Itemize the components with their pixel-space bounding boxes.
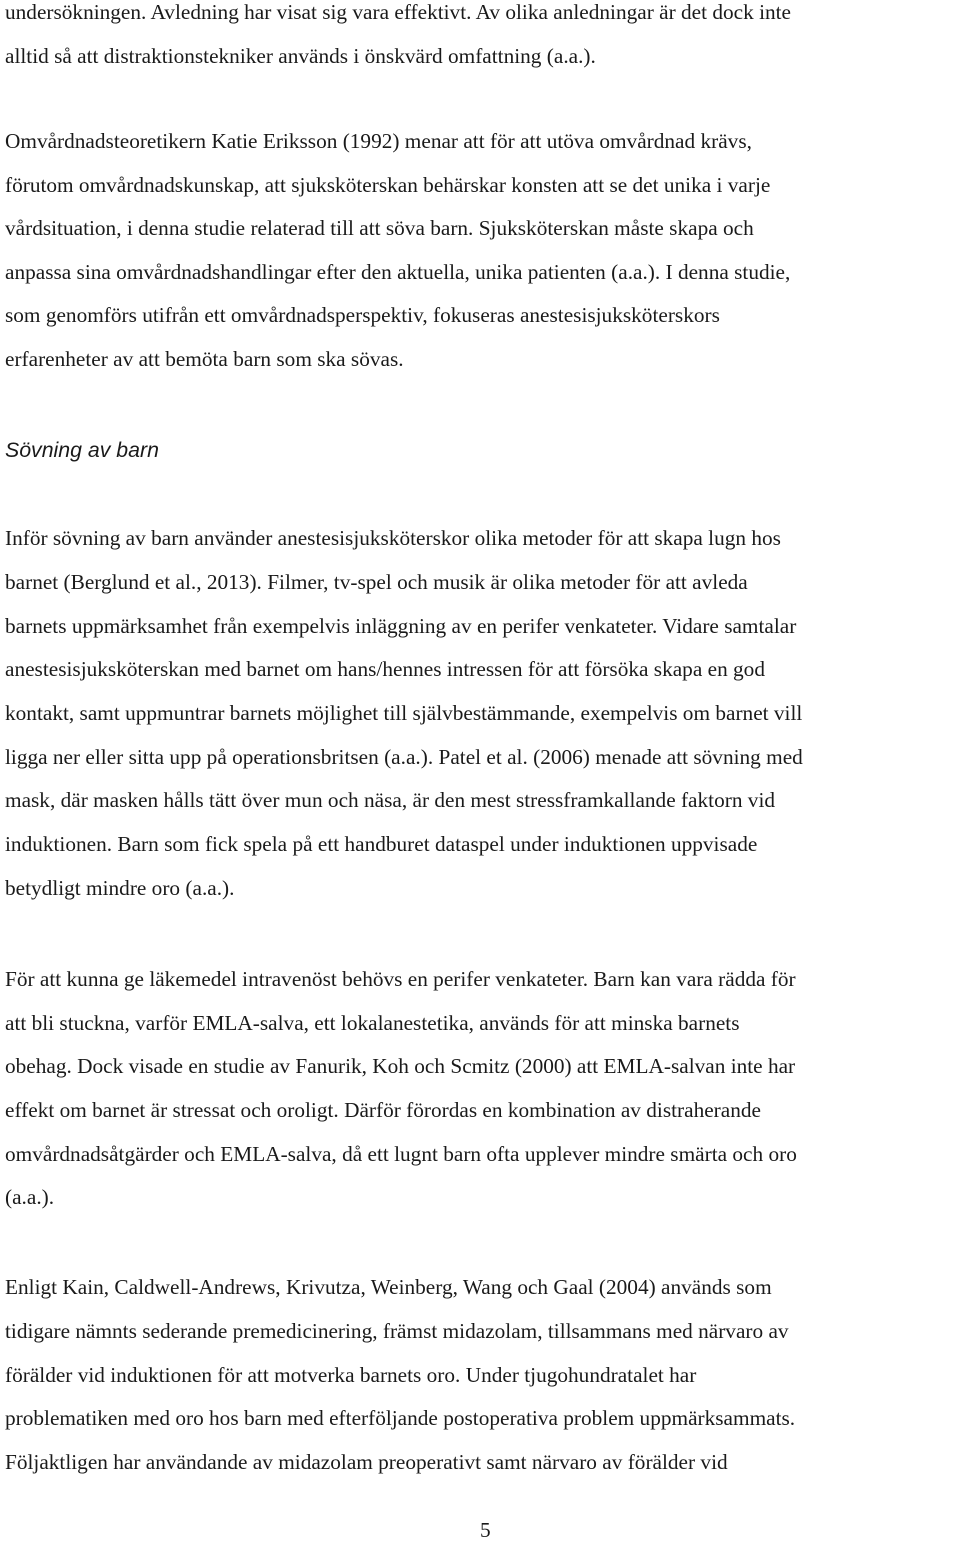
text-line: förälder vid induktionen för att motverka barnets oro. Under tjugohundratalet har	[5, 1363, 697, 1387]
text-line: betydligt mindre oro (a.a.).	[5, 876, 235, 900]
text-line: För att kunna ge läkemedel intravenöst behövs en perifer venkateter. Barn kan vara rädda för	[5, 967, 796, 991]
text-line: kontakt, samt uppmuntrar barnets möjlighet till självbestämmande, exempelvis om barnet vill	[5, 701, 803, 725]
text-line: alltid så att distraktionstekniker används i önskvärd omfattning (a.a.).	[5, 44, 596, 68]
text-line: anpassa sina omvårdnadshandlingar efter den aktuella, unika patienten (a.a.). I denna studie,	[5, 260, 791, 284]
text-line: ligga ner eller sitta upp på operationsbritsen (a.a.). Patel et al. (2006) menade att sövning med	[5, 745, 803, 769]
text-line: obehag. Dock visade en studie av Fanurik, Koh och Scmitz (2000) att EMLA-salvan inte har	[5, 1054, 796, 1078]
text-line: barnet (Berglund et al., 2013). Filmer, tv-spel och musik är olika metoder för att avleda	[5, 570, 748, 594]
text-line: anestesisjuksköterskan med barnet om hans/hennes intressen för att försöka skapa en god	[5, 657, 765, 681]
text-line: (a.a.).	[5, 1185, 55, 1209]
text-line: omvårdnadsåtgärder och EMLA-salva, då ett lugnt barn ofta upplever mindre smärta och oro	[5, 1142, 797, 1166]
text-line: undersökningen. Avledning har visat sig vara effektivt. Av olika anledningar är det dock inte	[5, 0, 791, 24]
text-line: barnets uppmärksamhet från exempelvis inläggning av en perifer venkateter. Vidare samtalar	[5, 614, 797, 638]
text-line: Inför sövning av barn använder anestesisjuksköterskor olika metoder för att skapa lugn hos	[5, 526, 781, 550]
document-page	[5, 0, 955, 1540]
text-line: Följaktligen har användande av midazolam preoperativt samt närvaro av förälder vid	[5, 1450, 728, 1474]
text-line: tidigare nämnts sederande premedicinering, främst midazolam, tillsammans med närvaro av	[5, 1319, 789, 1343]
text-line: förutom omvårdnadskunskap, att sjuksköterskan behärskar konsten att se det unika i varje	[5, 173, 771, 197]
text-line: Enligt Kain, Caldwell-Andrews, Krivutza, Weinberg, Wang och Gaal (2004) används som	[5, 1275, 772, 1299]
text-line: mask, där masken hålls tätt över mun och näsa, är den mest stressframkallande faktorn vid	[5, 788, 776, 812]
text-line: vårdsituation, i denna studie relaterad till att söva barn. Sjuksköterskan måste skapa och	[5, 216, 754, 240]
text-line: induktionen. Barn som fick spela på ett handburet dataspel under induktionen uppvisade	[5, 832, 758, 856]
text-line: problematiken med oro hos barn med efterföljande postoperativa problem uppmärksammats.	[5, 1406, 796, 1430]
text-line: att bli stuckna, varför EMLA-salva, ett lokalanestetika, används för att minska barnets	[5, 1011, 740, 1035]
text-line: effekt om barnet är stressat och oroligt. Därför förordas en kombination av distraherande	[5, 1098, 761, 1122]
section-heading: Sövning av barn	[5, 438, 159, 462]
text-line: erfarenheter av att bemöta barn som ska sövas.	[5, 347, 404, 371]
text-line: Omvårdnadsteoretikern Katie Eriksson (1992) menar att för att utöva omvårdnad krävs,	[5, 129, 752, 153]
page-number: 5	[480, 1518, 491, 1542]
text-line: som genomförs utifrån ett omvårdnadsperspektiv, fokuseras anestesisjuksköterskors	[5, 303, 720, 327]
